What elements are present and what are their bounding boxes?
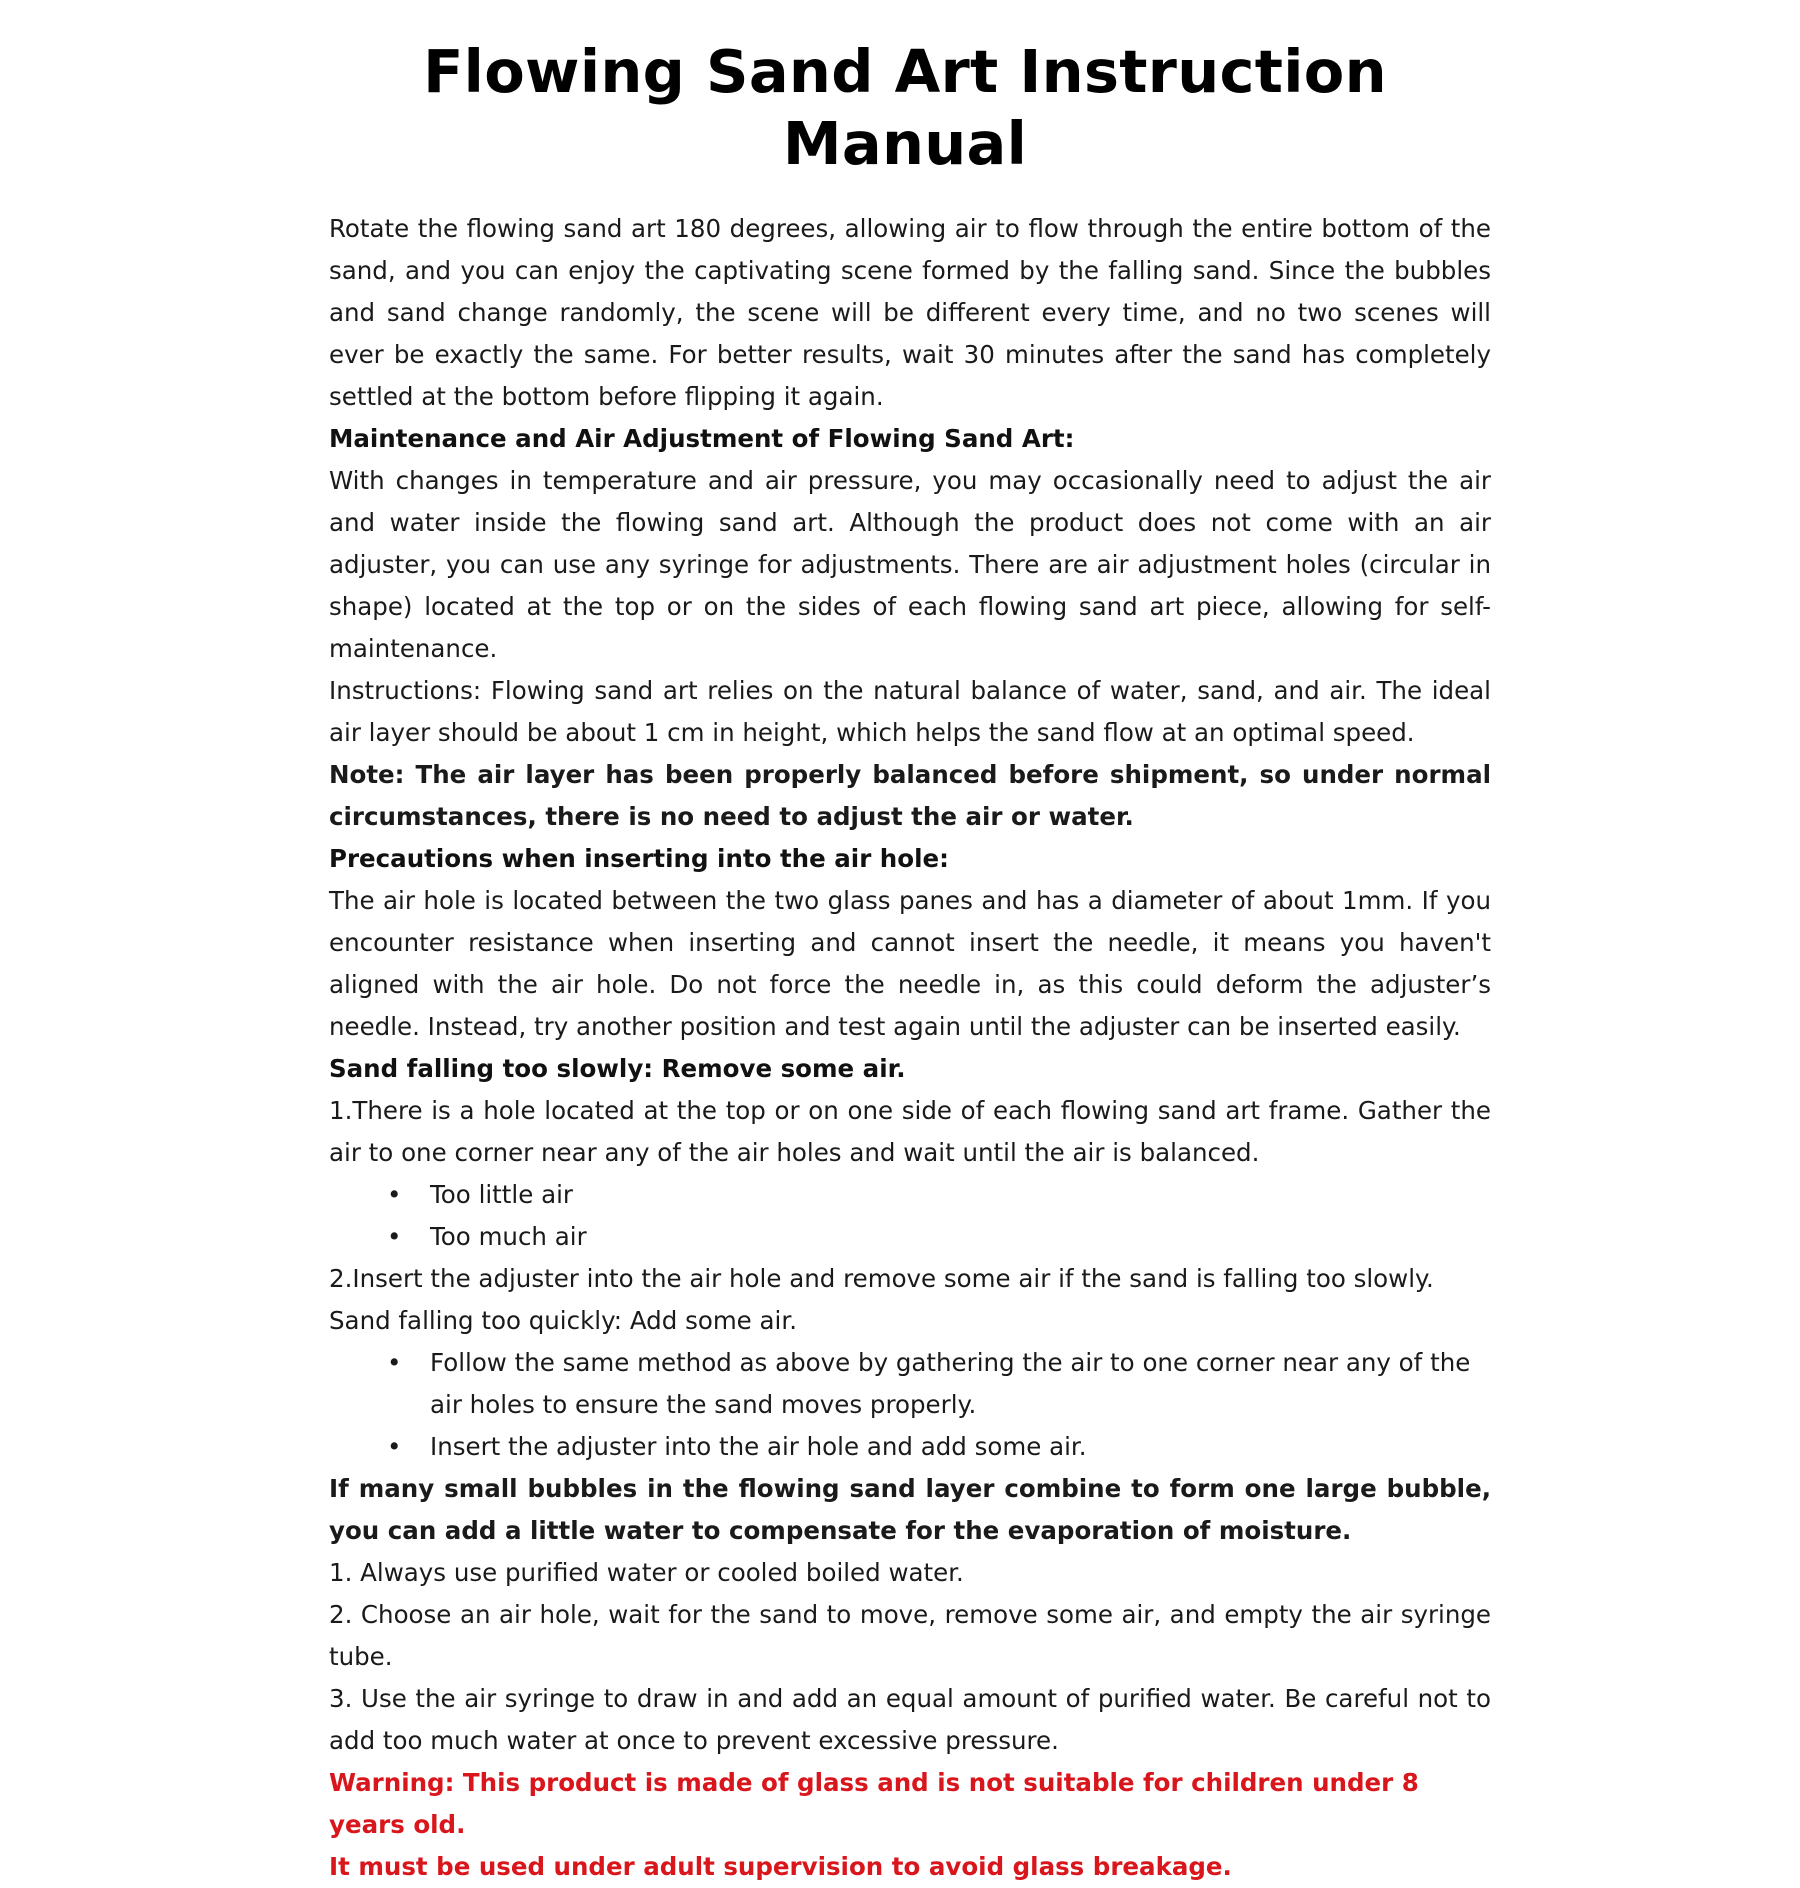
bubbles-heading: If many small bubbles in the flowing sand layer combine to form one large bubble, you can add a little water to compensate for the evaporation of moisture. (329, 1474, 1491, 1545)
page-title: Flowing Sand Art Instruction Manual (423, 37, 1387, 178)
precautions-paragraph: The air hole is located between the two glass panes and has a diameter of about 1mm. If you encounter resistance when inserting and cannot insert the needle, it means you haven't aligned with the air hole. Do not force the needle in, as this could deform the adjuster’s needle. Instead, try another position and test again until the adjuster can be inserted easily. (329, 886, 1491, 1041)
too-slow-step-1: 1.There is a hole located at the top or on one side of each flowing sand art frame. Gather the air to one corner near any of the air holes and wait until the air is balanced. (329, 1096, 1491, 1167)
bullet-icon: • (387, 1180, 402, 1209)
too-slow-bullet-list (329, 1174, 1491, 1258)
list-item-text: Insert the adjuster into the air hole and add some air. (430, 1432, 1087, 1461)
warning-line-2: It must be used under adult supervision to avoid glass breakage. (329, 1852, 1232, 1881)
list-item-text: Too little air (430, 1180, 573, 1209)
note-paragraph: Note: The air layer has been properly balanced before shipment, so under normal circumstances, there is no need to adjust the air or water. (329, 760, 1491, 831)
manual-page (329, 36, 1491, 1888)
too-slow-step-2: 2.Insert the adjuster into the air hole and remove some air if the sand is falling too slowly. (329, 1264, 1434, 1293)
maintenance-heading: Maintenance and Air Adjustment of Flowing Sand Art: (329, 424, 1075, 453)
too-slow-heading: Sand falling too slowly: Remove some air. (329, 1054, 906, 1083)
bullet-icon: • (387, 1432, 402, 1461)
bullet-icon: • (387, 1348, 402, 1377)
list-item (329, 1174, 1491, 1216)
list-item (329, 1216, 1491, 1258)
warning-line-1: Warning: This product is made of glass and is not suitable for children under 8 years old. (329, 1768, 1419, 1839)
list-item (329, 1426, 1491, 1468)
list-item (329, 1342, 1491, 1426)
manual-body (329, 208, 1491, 1888)
precautions-heading: Precautions when inserting into the air hole: (329, 844, 949, 873)
bubbles-step-3: 3. Use the air syringe to draw in and add an equal amount of purified water. Be careful not to add too much water at once to prevent excessive pressure. (329, 1684, 1491, 1755)
bubbles-step-1: 1. Always use purified water or cooled boiled water. (329, 1558, 964, 1587)
bullet-icon: • (387, 1222, 402, 1251)
maintenance-paragraph: With changes in temperature and air pressure, you may occasionally need to adjust the air and water inside the flowing sand art. Although the product does not come with an air adjuster, you can use any syringe for adjustments. There are air adjustment holes (circular in shape) located at the top or on the sides of each flowing sand art piece, allowing for self-maintenance. (329, 466, 1491, 663)
too-fast-heading: Sand falling too quickly: Add some air. (329, 1306, 797, 1335)
list-item-text: Too much air (430, 1222, 587, 1251)
bubbles-step-2: 2. Choose an air hole, wait for the sand to move, remove some air, and empty the air syringe tube. (329, 1600, 1491, 1671)
too-fast-bullet-list (329, 1342, 1491, 1468)
intro-paragraph: Rotate the flowing sand art 180 degrees, allowing air to flow through the entire bottom of the sand, and you can enjoy the captivating scene formed by the falling sand. Since the bubbles and sand change randomly, the scene will be different every time, and no two scenes will ever be exactly the same. For better results, wait 30 minutes after the sand has completely settled at the bottom before flipping it again. (329, 214, 1491, 411)
list-item-text: Follow the same method as above by gathering the air to one corner near any of the air holes to ensure the sand moves properly. (430, 1348, 1471, 1419)
instructions-paragraph: Instructions: Flowing sand art relies on the natural balance of water, sand, and air. The ideal air layer should be about 1 cm in height, which helps the sand flow at an optimal speed. (329, 676, 1491, 747)
